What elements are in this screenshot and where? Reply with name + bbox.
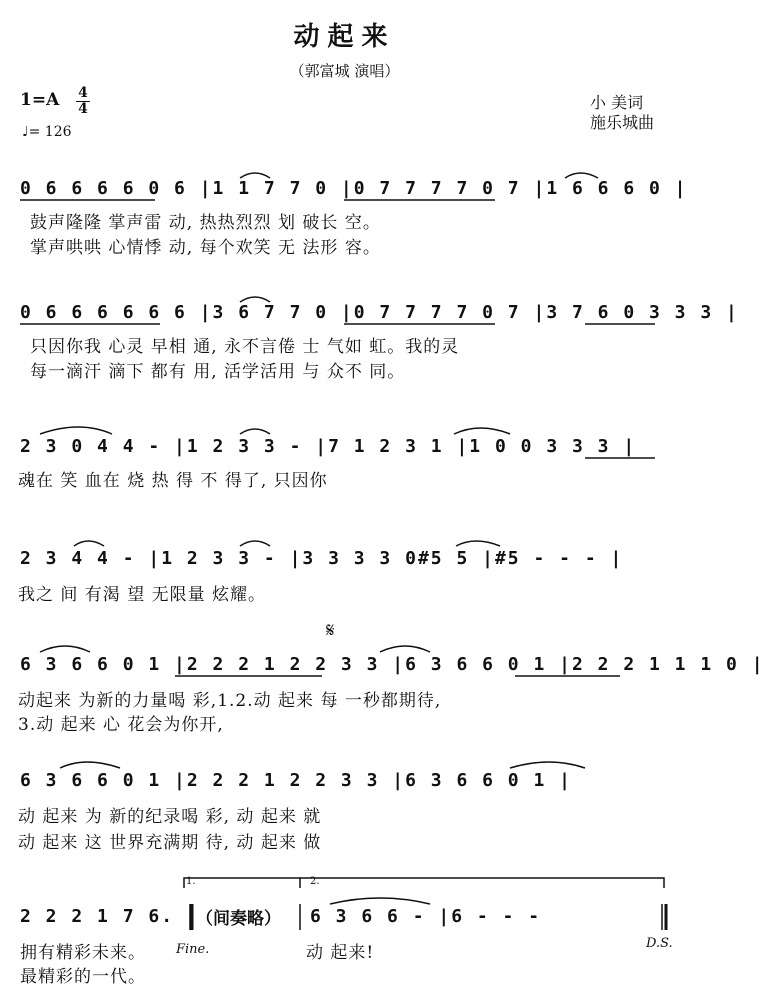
notation-row-1: 0 6 6 6 6 0 6 |1 1 7 7 0 |0 7 7 7 7 0 7 |1 6 6 6 0 |	[20, 178, 688, 199]
lyric-row-1a: 鼓声隆隆 掌声雷 动, 热热烈烈 划 破长 空。	[30, 213, 381, 233]
volta-2-label: 2.	[310, 876, 320, 887]
notation-row-2: 0 6 6 6 6 6 6 |3 6 7 7 0 |0 7 7 7 7 0 7 |3 7 6 0 3 3 3 |	[20, 302, 739, 323]
second-ending-lyric: 动 起来!	[306, 943, 375, 963]
lyric-row-3: 魂在 笑 血在 烧 热 得 不 得了, 只因你	[18, 471, 328, 491]
notation-row-5: 6 3 6 6 0 1 |2 2 2 1 2 2 3 3 |6 3 6 6 0 1 |2 2 2 1 1 1 0 |	[20, 654, 765, 675]
notation-row-6: 6 3 6 6 0 1 |2 2 2 1 2 2 3 3 |6 3 6 6 0 1 |	[20, 770, 572, 791]
performer-line: （郭富城 演唱）	[289, 62, 400, 80]
second-ending-notation: 6 3 6 6 - |6 - - -	[310, 906, 542, 927]
lyric-row-2b: 每一滴汗 滴下 都有 用, 活学活用 与 众不 同。	[30, 362, 406, 382]
ds-mark: D.S.	[646, 936, 673, 951]
lyricist-credit: 小 美词	[590, 93, 644, 112]
lyric-row-1b: 掌声哄哄 心情悸 动, 每个欢笑 无 法形 容。	[30, 238, 381, 258]
fine-mark: Fine.	[176, 942, 210, 957]
tempo-mark: ♩= 126	[22, 124, 72, 140]
notation-row-3: 2 3 0 4 4 - |1 2 3 3 - |7 1 2 3 1 |1 0 0 3 3 3 |	[20, 436, 637, 457]
volta-1-label: 1.	[186, 876, 196, 887]
time-signature-bottom: 4	[76, 101, 90, 117]
lyric-row-7a: 拥有精彩未来。	[20, 943, 146, 963]
interlude-omitted: （间奏略）	[196, 909, 281, 929]
lyric-row-2a: 只因你我 心灵 早相 通, 永不言倦 士 气如 虹。我的灵	[30, 337, 460, 357]
time-signature-top: 4	[78, 85, 88, 101]
key-signature: 1=A	[20, 90, 60, 110]
lyric-row-4: 我之 间 有渴 望 无限量 炫耀。	[18, 585, 267, 605]
lyric-row-6b: 动 起来 这 世界充满期 待, 动 起来 做	[18, 833, 322, 853]
composer-credit: 施乐城曲	[590, 113, 655, 132]
notation-row-4: 2 3 4 4 - |1 2 3 3 - |3 3 3 3 0#5 5 |#5 - - - |	[20, 548, 624, 569]
lyric-row-7b: 最精彩的一代。	[20, 967, 146, 987]
segno-sign: 𝄋	[326, 618, 335, 642]
lyric-row-5b: 3.动 起来 心 花会为你开,	[18, 715, 224, 735]
lyric-row-5a: 动起来 为新的力量喝 彩,1.2.动 起来 每 一秒都期待,	[18, 691, 442, 711]
notation-row-7: 2 2 2 1 7 6.	[20, 906, 175, 927]
lyric-row-6a: 动 起来 为 新的纪录喝 彩, 动 起来 就	[18, 807, 322, 827]
song-title: 动起来	[293, 22, 396, 52]
